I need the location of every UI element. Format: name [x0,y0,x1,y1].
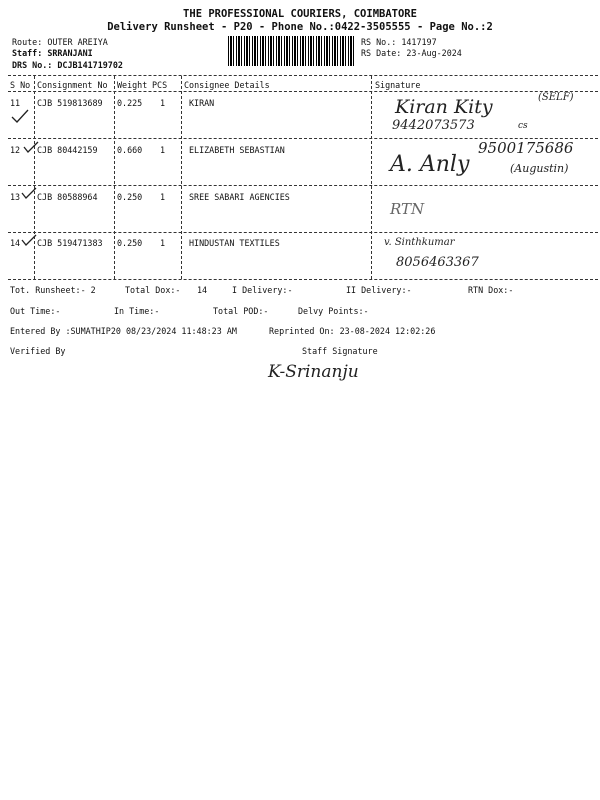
verified-by: Verified By [10,346,66,356]
ii-delivery: II Delivery:- [346,285,412,295]
row2-signature: A. Anly [390,152,470,177]
rs-no-line [361,37,437,47]
out-time: Out Time:- [10,306,61,316]
route-value: OUTER AREIYA [47,37,108,47]
cell-consignee: HINDUSTAN TEXTILES [189,238,280,248]
row-divider [8,185,598,186]
header-consignment-no: Consignment No [37,80,108,90]
cell-consignment-no: CJB 80442159 [37,145,98,155]
cell-pcs: 1 [160,192,166,202]
total-dox-label: Total Dox:- [125,285,181,295]
row1-self-note: (SELF) [538,92,574,103]
total-pod: Total POD:- [213,306,269,316]
drs-value: DCJB141719702 [57,60,123,70]
cell-sno: 11 [10,98,21,108]
cell-consignment-no: CJB 519471383 [37,238,103,248]
cell-consignee: KIRAN [189,98,215,108]
route-line [12,37,108,47]
cell-consignment-no: CJB 519813689 [37,98,103,108]
cell-weight: 0.250 [117,238,143,248]
col-divider [181,76,182,279]
header-sno: S No [10,80,31,90]
col-divider [371,76,372,279]
rs-no-label: RS No.: [361,37,397,47]
rtn-dox: RTN Dox:- [468,285,514,295]
check-mark-icon [22,140,40,154]
entered-by: Entered By :SUMATHIP20 08/23/2024 11:48:23 AM [10,326,237,336]
rs-date-value: 23-Aug-2024 [406,48,462,58]
in-time: In Time:- [114,306,160,316]
check-mark-icon [20,233,38,247]
header-consignee-details: Consignee Details [184,80,270,90]
cell-sno: 13 [10,192,21,202]
staff-line [12,48,93,58]
row4-signature: v. Sinthkumar [384,237,455,248]
row1-phone: 9442073573 [392,118,475,133]
header-weight: Weight [117,80,148,90]
rs-no-value: 1417197 [401,37,437,47]
row1-note: cs [518,121,528,131]
drs-line [12,60,123,70]
route-label: Route: [12,37,43,47]
drs-label: DRS No.: [12,60,53,70]
delvy-points: Delvy Points:- [298,306,369,316]
staff-value: SRRANJANI [47,48,93,58]
cell-pcs: 1 [160,238,166,248]
cell-weight: 0.250 [117,192,143,202]
barcode [228,36,354,66]
cell-pcs: 1 [160,98,166,108]
staff-label: Staff: [12,48,43,58]
row2-name: (Augustin) [510,162,569,175]
reprinted-on: Reprinted On: 23-08-2024 12:02:26 [269,326,436,336]
cell-sno: 12 [10,145,21,155]
cell-pcs: 1 [160,145,166,155]
company-title: THE PROFESSIONAL COURIERS, COIMBATORE [183,8,417,20]
cell-consignee: ELIZABETH SEBASTIAN [189,145,285,155]
row3-signature: RTN [390,200,425,218]
row4-phone: 8056463367 [396,255,479,270]
row2-phone: 9500175686 [478,139,574,157]
table-top-rule [8,75,598,76]
row1-signature: Kiran Kity [395,96,493,118]
tot-runsheet: Tot. Runsheet:- 2 [10,285,96,295]
check-mark-icon [10,108,30,124]
rs-date-label: RS Date: [361,48,402,58]
row-divider [8,232,598,233]
runsheet-subtitle: Delivery Runsheet - P20 - Phone No.:0422-3505555 - Page No.:2 [107,21,493,33]
staff-signature-label: Staff Signature [302,346,378,356]
check-mark-icon [20,186,38,200]
cell-weight: 0.225 [117,98,143,108]
cell-sno: 14 [10,238,21,248]
cell-consignee: SREE SABARI AGENCIES [189,192,290,202]
total-dox-value: 14 [197,285,208,295]
cell-consignment-no: CJB 80588964 [37,192,98,202]
table-header-rule [8,91,598,92]
staff-signature: K-Srinanju [268,362,359,382]
col-divider [114,76,115,279]
col-divider [34,76,35,279]
cell-weight: 0.660 [117,145,143,155]
header-pcs: PCS [152,80,168,90]
i-delivery: I Delivery:- [232,285,293,295]
table-bottom-rule [8,279,598,280]
rs-date-line [361,48,462,58]
header-signature: Signature [375,80,421,90]
